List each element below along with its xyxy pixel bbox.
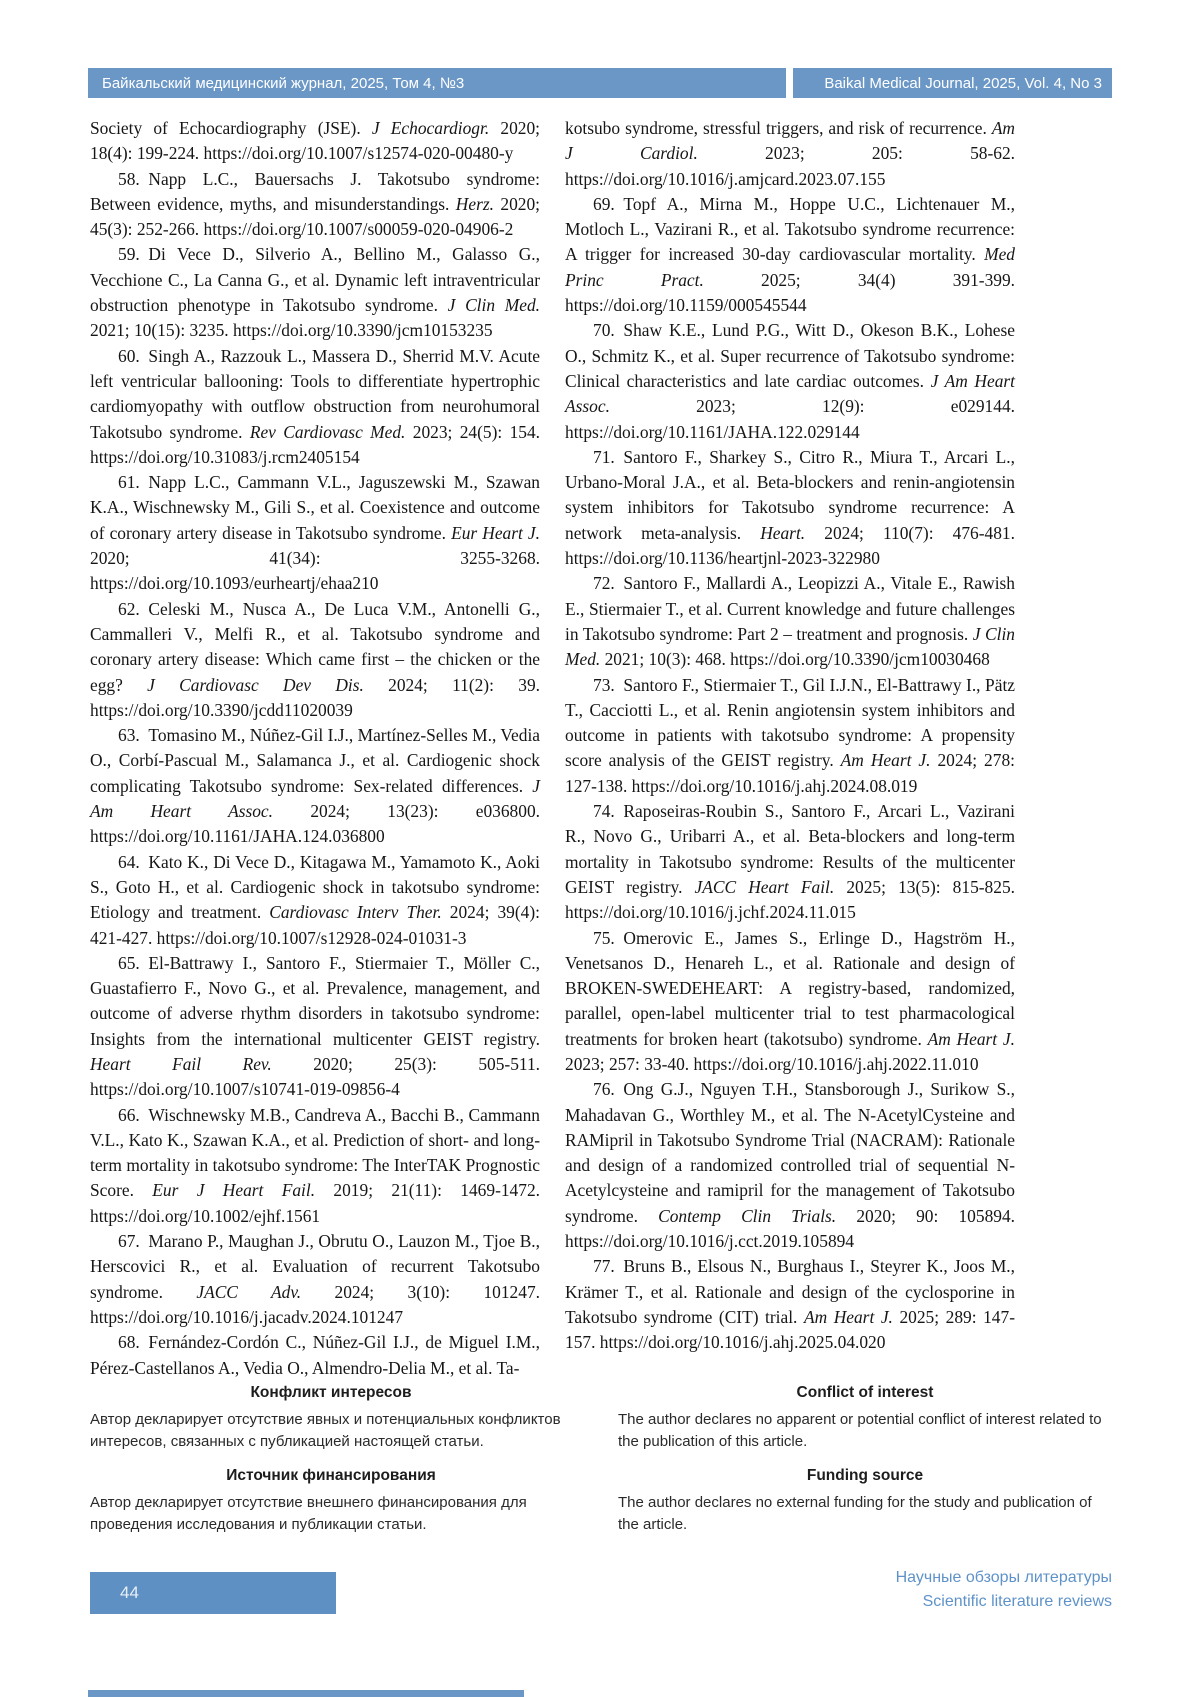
disclosure-funding-en: [618, 1467, 1112, 1536]
reference-paragraph: 64. Kato K., Di Vece D., Kitagawa M., Yamamoto K., Aoki S., Goto H., et al. Cardiogenic shock in takotsubo syndrome: Etiology and treatment. Cardiovasc Interv Ther. 2024; 39(4): 421-427. https://doi.org/10.1007/s12928-024-01031-3: [90, 851, 540, 948]
section-labels: [896, 1566, 1112, 1614]
reference-paragraph: 61. Napp L.C., Cammann V.L., Jaguszewski M., Szawan K.A., Wischnewsky M., Gili S., et al. Coexistence and outcome of coronary artery disease in Takotsubo syndrome. Eur Heart J. 2020; 41(34): 3255-3268. https://doi.org/10.1093/eurheartj/ehaa210: [90, 472, 540, 594]
bottom-decoration-strip: [88, 1690, 524, 1697]
section-label-ru: Научные обзоры литературы: [895, 1569, 1112, 1586]
header-bar-ru: [88, 68, 786, 98]
reference-paragraph: 72. Santoro F., Mallardi A., Leopizzi A., Vitale E., Rawish E., Stiermaier T., et al. Current knowledge and future challenges in Takotsubo syndrome: Part 2 – treatment and prognosis. J Clin Med. 2021; 10(3): 468. https://doi.org/10.3390/jcm10030468: [565, 573, 1016, 670]
reference-paragraph: 60. Singh A., Razzouk L., Massera D., Sherrid M.V. Acute left ventricular ballooning: Tools to differentiate hypertrophic cardiomyopathy with outflow obstruction from neurohumoral Takotsubo syndrome. Rev Cardiovasc Med. 2023; 24(5): 154. https://doi.org/10.31083/j.rcm2405154: [90, 345, 541, 467]
references-column-right: [565, 116, 1015, 1381]
disclosure-conflict-en: [618, 1384, 1112, 1453]
disclosure-body: Автор декларирует отсутствие внешнего финансирования для проведения исследования и публикации статьи.: [90, 1494, 527, 1533]
reference-paragraph: 75. Omerovic E., James S., Erlinge D., Hagström H., Venetsanos D., Henareh L., et al. Rationale and design of BROKEN-SWEDEHEART: A registry-based, randomized, parallel, open-label multicenter trial to test pharmacological treatments for broken heart (takotsubo) syndrome. Am Heart J. 2023; 257: 33-40. https://doi.org/10.1016/j.ahj.2022.11.010: [565, 927, 1015, 1074]
reference-paragraph: 63. Tomasino M., Núñez-Gil I.J., Martínez-Selles M., Vedia O., Corbí-Pascual M., Salamanca J., et al. Cardiogenic shock complicating Takotsubo syndrome: Sex-related differences. J Am Heart Assoc. 2024; 13(23): e036800. https://doi.org/10.1161/JAHA.124.036800: [90, 725, 540, 847]
disclosure-heading: Funding source: [806, 1467, 924, 1484]
reference-paragraph: 58. Napp L.C., Bauersachs J. Takotsubo syndrome: Between evidence, myths, and misunderstandings. Herz. 2020; 45(3): 252-266. https://doi.org/10.1007/s00059-020-04906-2: [90, 168, 540, 240]
reference-paragraph: 67. Marano P., Maughan J., Obrutu O., Lauzon M., Tjoe B., Herscovici R., et al. Evaluation of recurrent Takotsubo syndrome. JACC Adv. 2024; 3(10): 101247. https://doi.org/10.1016/j.jacadv.2024.101247: [90, 1231, 540, 1327]
reference-paragraph: 66. Wischnewsky M.B., Candreva A., Bacchi B., Cammann V.L., Kato K., Szawan K.A., et al. Prediction of short- and long-term mortality in takotsubo syndrome: The InterTAK Prognostic Score. Eur J Heart Fail. 2019; 21(11): 1469-1472. https://doi.org/10.1002/ejhf.1561: [90, 1104, 540, 1226]
reference-paragraph: 65. El-Battrawy I., Santoro F., Stiermaier T., Möller C., Guastafierro F., Novo G., et al. Prevalence, management, and outcome of adverse rhythm disorders in takotsubo syndrome: Insights from the international multicenter GEIST registry. Heart Fail Rev. 2020; 25(3): 505-511. https://doi.org/10.1007/s10741-019-09856-4: [90, 952, 540, 1100]
disclosures-section: [90, 1384, 1112, 1536]
reference-paragraph: 68. Fernández-Cordón C., Núñez-Gil I.J., de Miguel I.M., Pérez-Castellanos A., Vedia O., Almendro-Delia M., et al. Ta-: [90, 1332, 540, 1378]
reference-paragraph: 71. Santoro F., Sharkey S., Citro R., Miura T., Arcari L., Urbano-Moral J.A., et al. Beta-blockers and renin-angiotensin system inhibitors for Takotsubo syndrome recurrence: A network meta-analysis. Heart. 2024; 110(7): 476-481. https://doi.org/10.1136/heartjnl-2023-322980: [565, 446, 1015, 569]
disclosure-heading: Conflict of interest: [796, 1384, 934, 1401]
reference-paragraph: Society of Echocardiography (JSE). J Echocardiogr. 2020; 18(4): 199-224. https://doi.org/10.1007/s12574-020-00480-y: [90, 118, 540, 164]
page-number-box: [90, 1572, 336, 1614]
reference-paragraph: 62. Celeski M., Nusca A., De Luca V.M., Antonelli G., Cammalleri V., Melfi R., et al. Takotsubo syndrome and coronary artery disease: Which came first – the chicken or the egg? J Cardiovasc Dev Dis. 2024; 11(2): 39. https://doi.org/10.3390/jcdd11020039: [90, 598, 540, 720]
reference-paragraph: 73. Santoro F., Stiermaier T., Gil I.J.N., El-Battrawy I., Pätz T., Cacciotti L., et al. Renin angiotensin system inhibitors and outcome in patients with takotsubo syndrome: A propensity score analysis of the GEIST registry. Am Heart J. 2024; 278: 127-138. https://doi.org/10.1016/j.ahj.2024.08.019: [565, 674, 1015, 796]
header-bar-en: [793, 68, 1112, 98]
disclosure-conflict-ru: [90, 1384, 572, 1453]
reference-paragraph: 74. Raposeiras-Roubin S., Santoro F., Arcari L., Vazirani R., Novo G., Uribarri A., et al. Beta-blockers and long-term mortality in Takotsubo syndrome: Results of the multicenter GEIST registry. JACC Heart Fail. 2025; 13(5): 815-825. https://doi.org/10.1016/j.jchf.2024.11.015: [565, 801, 1015, 923]
reference-paragraph: kotsubo syndrome, stressful triggers, and risk of recurrence. Am J Cardiol. 2023; 205: 58-62. https://doi.org/10.1016/j.amjcard.2023.07.155: [565, 118, 1015, 189]
reference-paragraph: 70. Shaw K.E., Lund P.G., Witt D., Okeson B.K., Lohese O., Schmitz K., et al. Super recurrence of Takotsubo syndrome: Clinical characteristics and late cardiac outcomes. J Am Heart Assoc. 2023; 12(9): e029144. https://doi.org/10.1161/JAHA.122.029144: [565, 320, 1015, 442]
disclosure-body: Автор декларирует отсутствие явных и потенциальных конфликтов интересов, связанных с публикацией настоящей статьи.: [90, 1411, 561, 1450]
reference-paragraph: 59. Di Vece D., Silverio A., Bellino M., Galasso G., Vecchione C., La Canna G., et al. Dynamic left intraventricular obstruction phenotype in Takotsubo syndrome. J Clin Med. 2021; 10(15): 3235. https://doi.org/10.3390/jcm10153235: [90, 244, 541, 341]
disclosure-heading: Источник финансирования: [226, 1467, 436, 1484]
reference-paragraph: 76. Ong G.J., Nguyen T.H., Stansborough J., Surikow S., Mahadavan G., Worthley M., et al. The N-AcetylCysteine and RAMipril in Takotsubo Syndrome Trial (NACRAM): Rationale and design of a randomized controlled trial of sequential N-Acetylcysteine and ramipril for the management of Takotsubo syndrome. Contemp Clin Trials. 2020; 90: 105894. https://doi.org/10.1016/j.cct.2019.105894: [565, 1079, 1015, 1252]
references-section: [90, 116, 1015, 1381]
reference-paragraph: 77. Bruns B., Elsous N., Burghaus I., Steyrer K., Joos M., Krämer T., et al. Rationale and design of the cyclosporine in Takotsubo syndrome (CIT) trial. Am Heart J. 2025; 289: 147-157. https://doi.org/10.1016/j.ahj.2025.04.020: [565, 1256, 1015, 1353]
disclosure-funding-ru: [90, 1467, 572, 1536]
disclosure-heading: Конфликт интересов: [250, 1384, 412, 1401]
references-column-left: [90, 116, 540, 1381]
journal-title-en: Baikal Medical Journal, 2025, Vol. 4, No 3: [824, 74, 1102, 92]
page-number: 44: [120, 1583, 139, 1602]
journal-title-ru: Байкальский медицинский журнал, 2025, Том 4, №3: [102, 74, 465, 92]
section-label-en: Scientific literature reviews: [922, 1593, 1112, 1610]
reference-paragraph: 69. Topf A., Mirna M., Hoppe U.C., Lichtenauer M., Motloch L., Vazirani R., et al. Takotsubo syndrome recurrence: A trigger for increased 30-day cardiovascular mortality. Med Princ Pract. 2025; 34(4) 391-399. https://doi.org/10.1159/000545544: [565, 193, 1016, 316]
disclosure-body: The author declares no apparent or potential conflict of interest related to the publication of this article.: [618, 1411, 1102, 1450]
disclosure-body: The author declares no external funding for the study and publication of the article.: [618, 1494, 1092, 1533]
